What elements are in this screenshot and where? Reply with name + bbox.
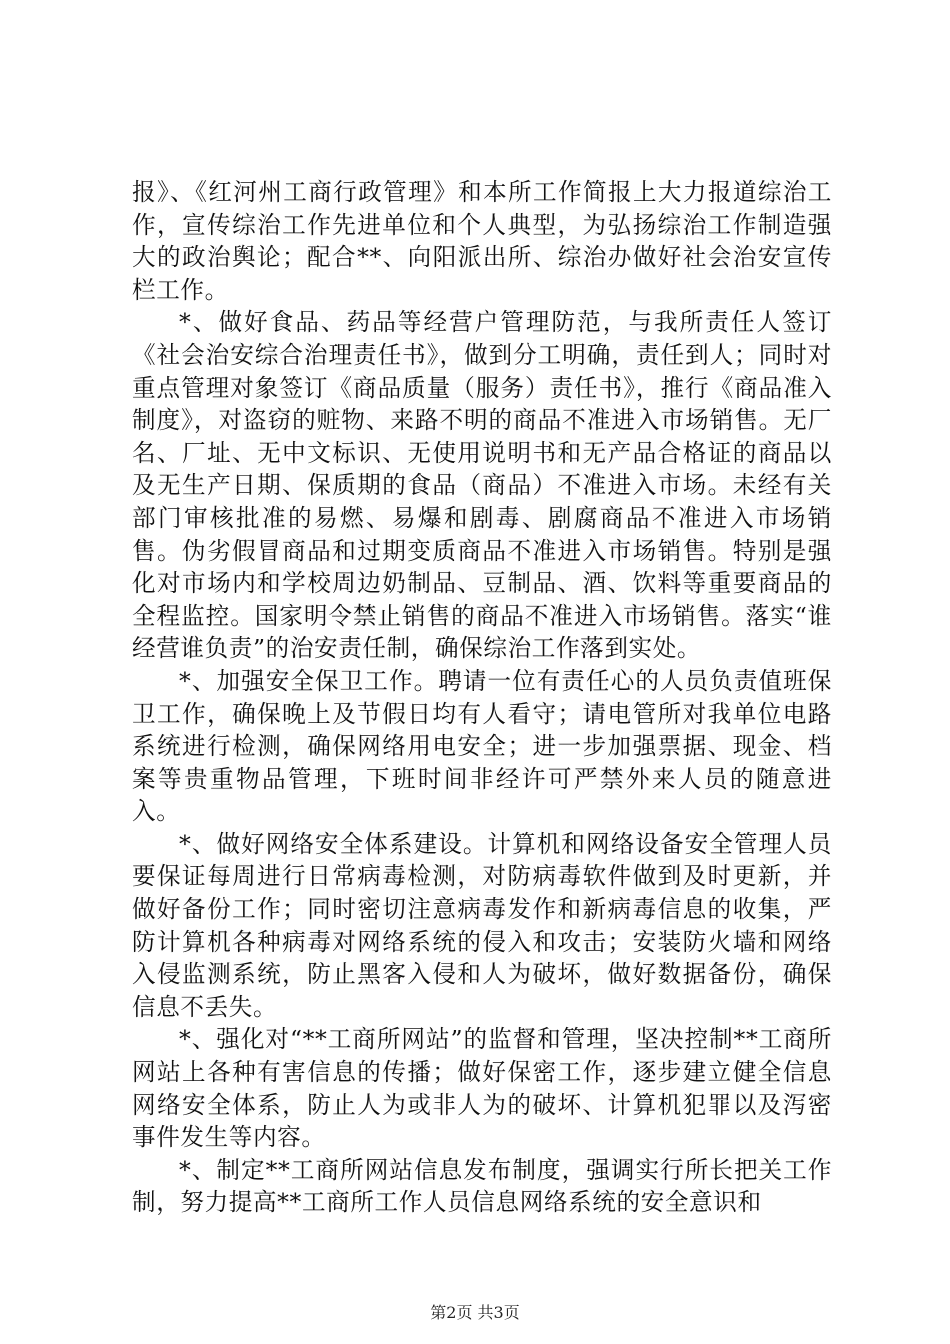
page-number-footer: 第2页 共3页 <box>430 1303 520 1322</box>
paragraph-website-supervision: *、强化对“**工商所网站”的监督和管理，坚决控制**工商所网站上各种有害信息的传播；做好保密工作，逐步建立健全信息网络安全体系，防止人为或非人为的破坏、计算机犯罪以及泻密事件发生等内容。 <box>132 1025 832 1152</box>
paragraph-security-guard: *、加强安全保卫工作。聘请一位有责任心的人员负责值班保卫工作，确保晚上及节假日均有人看守；请电管所对我单位电路系统进行检测，确保网络用电安全；进一步加强票据、现金、档案等贵重物品管理，下班时间非经许可严禁外来人员的随意进入。 <box>132 666 832 826</box>
paragraph-network-security: *、做好网络安全体系建设。计算机和网络设备安全管理人员要保证每周进行日常病毒检测，对防病毒软件做到及时更新，并做好备份工作；同时密切注意病毒发作和新病毒信息的收集，严防计算机各种病毒对网络系统的侵入和攻击；安装防火墙和网络入侵监测系统，防止黑客入侵和人为破坏，做好数据备份，确保信息不丢失。 <box>132 829 832 1021</box>
paragraph-food-drug-management: *、做好食品、药品等经营户管理防范，与我所责任人签订《社会治安综合治理责任书》，做到分工明确，责任到人；同时对重点管理对象签订《商品质量（服务）责任书》，推行《商品准入制度》，对盗窃的赃物、来路不明的商品不准进入市场销售。无厂名、厂址、无中文标识、无使用说明书和无产品合格证的商品以及无生产日期、保质期的食品（商品）不准进入市场。未经有关部门审核批准的易燃、易爆和剧毒、剧腐商品不准进入市场销售。伪劣假冒商品和过期变质商品不准进入市场销售。特别是强化对市场内和学校周边奶制品、豆制品、酒、饮料等重要商品的全程监控。国家明令禁止销售的商品不准进入市场销售。落实“谁经营谁负责”的治安责任制，确保综治工作落到实处。 <box>132 308 832 663</box>
document-body <box>132 176 832 1219</box>
paragraph-continuation: 报》、《红河州工商行政管理》和本所工作简报上大力报道综治工作，宣传综治工作先进单位和个人典型，为弘扬综治工作制造强大的政治舆论；配合**、向阳派出所、综治办做好社会治安宣传栏工作。 <box>132 178 832 304</box>
paragraph-website-publishing: *、制定**工商所网站信息发布制度，强调实行所长把关工作制，努力提高**工商所工作人员信息网络系统的安全意识和 <box>132 1155 832 1217</box>
